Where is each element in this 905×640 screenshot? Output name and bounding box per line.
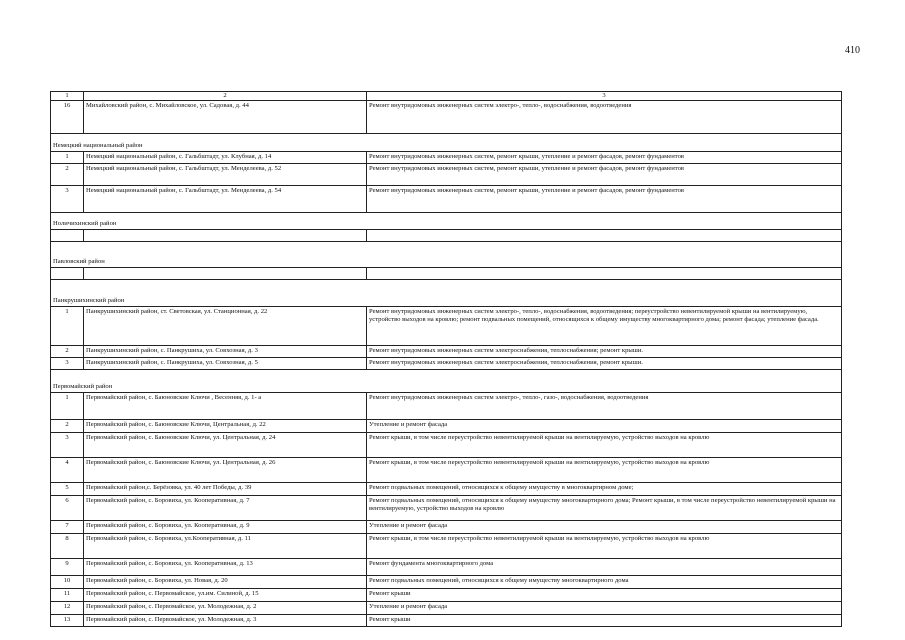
row-address: Первомайский район, с. Боровиха, ул. Кооперативная, д. 9	[84, 520, 367, 533]
section-title: Панкрушихинский район	[51, 279, 842, 306]
table-row	[51, 432, 842, 457]
row-address: Первомайский район, с. Первомайское, ул.им. Силиной, д. 15	[84, 588, 367, 601]
row-number: 9	[51, 558, 84, 575]
section-title: Первомайский район	[51, 369, 842, 392]
row-work: Утепление и ремонт фасада	[367, 520, 842, 533]
table-row	[51, 482, 842, 495]
table-row	[51, 533, 842, 558]
section-title: Павловский район	[51, 241, 842, 267]
row-number: 16	[51, 100, 84, 133]
row-work: Ремонт крыши, в том числе переустройство невентилируемой крыши на вентилируемую, устройство выходов на кровлю	[367, 457, 842, 482]
row-address: Немецкий национальный район, с. Гальбштадт, ул. Менделеева, д. 54	[84, 185, 367, 212]
header-col-address: 2	[84, 92, 367, 101]
row-work: Ремонт крыши, в том числе переустройство невентилируемой крыши на вентилируемую, устройство выходов на кровлю	[367, 533, 842, 558]
page-number: 410	[845, 45, 860, 56]
section-row	[51, 241, 842, 267]
repair-program-table	[50, 91, 842, 627]
section-title: Немецкий национальный район	[51, 133, 842, 151]
section-title: Ноличихинский район	[51, 212, 842, 229]
row-work: Ремонт внутридомовых инженерных систем электро-, тепло-, водоснабжения, водоотведения; переустройство невентилируемой крыши на вентилируемую, устройство выходов на кровлю; ремонт подвальных помещений, относящихся к общему имуществу многоквартирного дома; ремонт фасада; утепление фасада.	[367, 306, 842, 345]
empty-row	[51, 229, 842, 241]
empty-cell	[84, 267, 367, 279]
row-address: Первомайский район, с. Баюновские Ключи, Центральная, д. 22	[84, 419, 367, 432]
row-address: Первомайский район, с. Боровиха, ул.Кооперативная, д. 11	[84, 533, 367, 558]
table-row	[51, 588, 842, 601]
row-number: 7	[51, 520, 84, 533]
section-row	[51, 279, 842, 306]
section-row	[51, 212, 842, 229]
empty-cell	[367, 229, 842, 241]
row-number: 13	[51, 614, 84, 626]
table-row	[51, 614, 842, 626]
section-row	[51, 369, 842, 392]
row-number: 3	[51, 185, 84, 212]
header-col-number: 1	[51, 92, 84, 101]
row-address: Немецкий национальный район, с. Гальбштадт, ул. Менделеева, д. 52	[84, 163, 367, 185]
section-row	[51, 133, 842, 151]
row-address: Первомайский район, с. Боровиха, ул. Кооперативная, д. 13	[84, 558, 367, 575]
row-number: 11	[51, 588, 84, 601]
empty-cell	[84, 229, 367, 241]
row-address: Немецкий национальный район, с. Гальбштадт, ул. Клубная, д. 14	[84, 151, 367, 163]
row-work: Ремонт внутридомовых инженерных систем, ремонт крыши, утепление и ремонт фасадов, ремонт фундаментов	[367, 185, 842, 212]
table-row	[51, 392, 842, 419]
row-number: 3	[51, 432, 84, 457]
row-work: Утепление и ремонт фасада	[367, 419, 842, 432]
row-address: Первомайский район, с. Баюновские Ключи, ул. Центральная, д. 24	[84, 432, 367, 457]
row-address: Первомайский район,с. Берёзовка, ул. 40 лет Победы, д. 39	[84, 482, 367, 495]
row-number: 5	[51, 482, 84, 495]
row-address: Первомайский район, с. Боровиха, ул. Новая, д. 20	[84, 575, 367, 588]
table-row	[51, 601, 842, 614]
row-number: 1	[51, 392, 84, 419]
row-work: Ремонт внутридомовых инженерных систем, ремонт крыши, утепление и ремонт фасадов, ремонт фундаментов	[367, 151, 842, 163]
row-address: Первомайский район, с. Боровиха, ул. Кооперативная, д. 7	[84, 495, 367, 520]
table-row	[51, 495, 842, 520]
row-work: Ремонт крыши, в том числе переустройство невентилируемой крыши на вентилируемую, устройство выходов на кровлю	[367, 432, 842, 457]
row-work: Ремонт внутридомовых инженерных систем электро-, тепло-, газо-, водоснабжения, водоотведения	[367, 392, 842, 419]
row-address: Первомайский район, с. Баюновские Ключи, ул. Центральная, д. 26	[84, 457, 367, 482]
table-row	[51, 419, 842, 432]
table-row	[51, 457, 842, 482]
row-number: 12	[51, 601, 84, 614]
row-address: Панкрушихинский район, ст. Световская, ул. Станционная, д. 22	[84, 306, 367, 345]
row-number: 3	[51, 357, 84, 369]
row-number: 1	[51, 306, 84, 345]
row-work: Ремонт внутридомовых инженерных систем, ремонт крыши, утепление и ремонт фасадов, ремонт фундаментов	[367, 163, 842, 185]
table-row	[51, 100, 842, 133]
row-work: Ремонт внутридомовых инженерных систем электроснабжения, теплоснабжения, ремонт крыши.	[367, 357, 842, 369]
row-work: Ремонт внутридомовых инженерных систем электро-, тепло-, водоснабжения, водоотведения	[367, 100, 842, 133]
empty-cell	[367, 267, 842, 279]
table-row	[51, 357, 842, 369]
row-number: 6	[51, 495, 84, 520]
row-address: Первомайский район, с. Первомайское, ул. Молодежная, д. 3	[84, 614, 367, 626]
header-col-work: 3	[367, 92, 842, 101]
table-row	[51, 520, 842, 533]
row-work: Ремонт подвальных помещений, относящихся к общему имуществу в многоквартирном доме;	[367, 482, 842, 495]
row-number: 1	[51, 151, 84, 163]
row-work: Ремонт крыши	[367, 614, 842, 626]
row-address: Панкрушихинский район, с. Панкрушиха, ул. Совхозная, д. 5	[84, 357, 367, 369]
row-number: 10	[51, 575, 84, 588]
empty-cell	[51, 229, 84, 241]
row-number: 2	[51, 419, 84, 432]
row-work: Ремонт подвальных помещений, относящихся к общему имуществу многоквартирного дома	[367, 575, 842, 588]
row-work: Утепление и ремонт фасада	[367, 601, 842, 614]
row-address: Михайловский район, с. Михайловское, ул. Садовая, д. 44	[84, 100, 367, 133]
row-number: 4	[51, 457, 84, 482]
table-row	[51, 575, 842, 588]
row-number: 8	[51, 533, 84, 558]
row-work: Ремонт крыши	[367, 588, 842, 601]
row-work: Ремонт внутридомовых инженерных систем электроснабжения, теплоснабжения; ремонт крыши.	[367, 345, 842, 357]
table-row	[51, 163, 842, 185]
empty-cell	[51, 267, 84, 279]
row-address: Панкрушихинский район, с. Панкрушиха, ул. Совхозная, д. 3	[84, 345, 367, 357]
empty-row	[51, 267, 842, 279]
table-row	[51, 345, 842, 357]
table-header-row	[51, 92, 842, 101]
row-number: 2	[51, 345, 84, 357]
table-row	[51, 306, 842, 345]
row-address: Первомайский район, с. Первомайское, ул. Молодежная, д. 2	[84, 601, 367, 614]
row-address: Первомайский район, с. Баюновские Ключи , Весенняя, д. 1- а	[84, 392, 367, 419]
table-row	[51, 151, 842, 163]
row-number: 2	[51, 163, 84, 185]
row-work: Ремонт фундамента многоквартирного дома	[367, 558, 842, 575]
table-row	[51, 558, 842, 575]
table-row	[51, 185, 842, 212]
row-work: Ремонт подвальных помещений, относящихся к общему имуществу многоквартирного дома; Ремонт крыши, в том числе переустройство невентилируемой крыши на вентилируемую, устройство выходов на кровлю	[367, 495, 842, 520]
